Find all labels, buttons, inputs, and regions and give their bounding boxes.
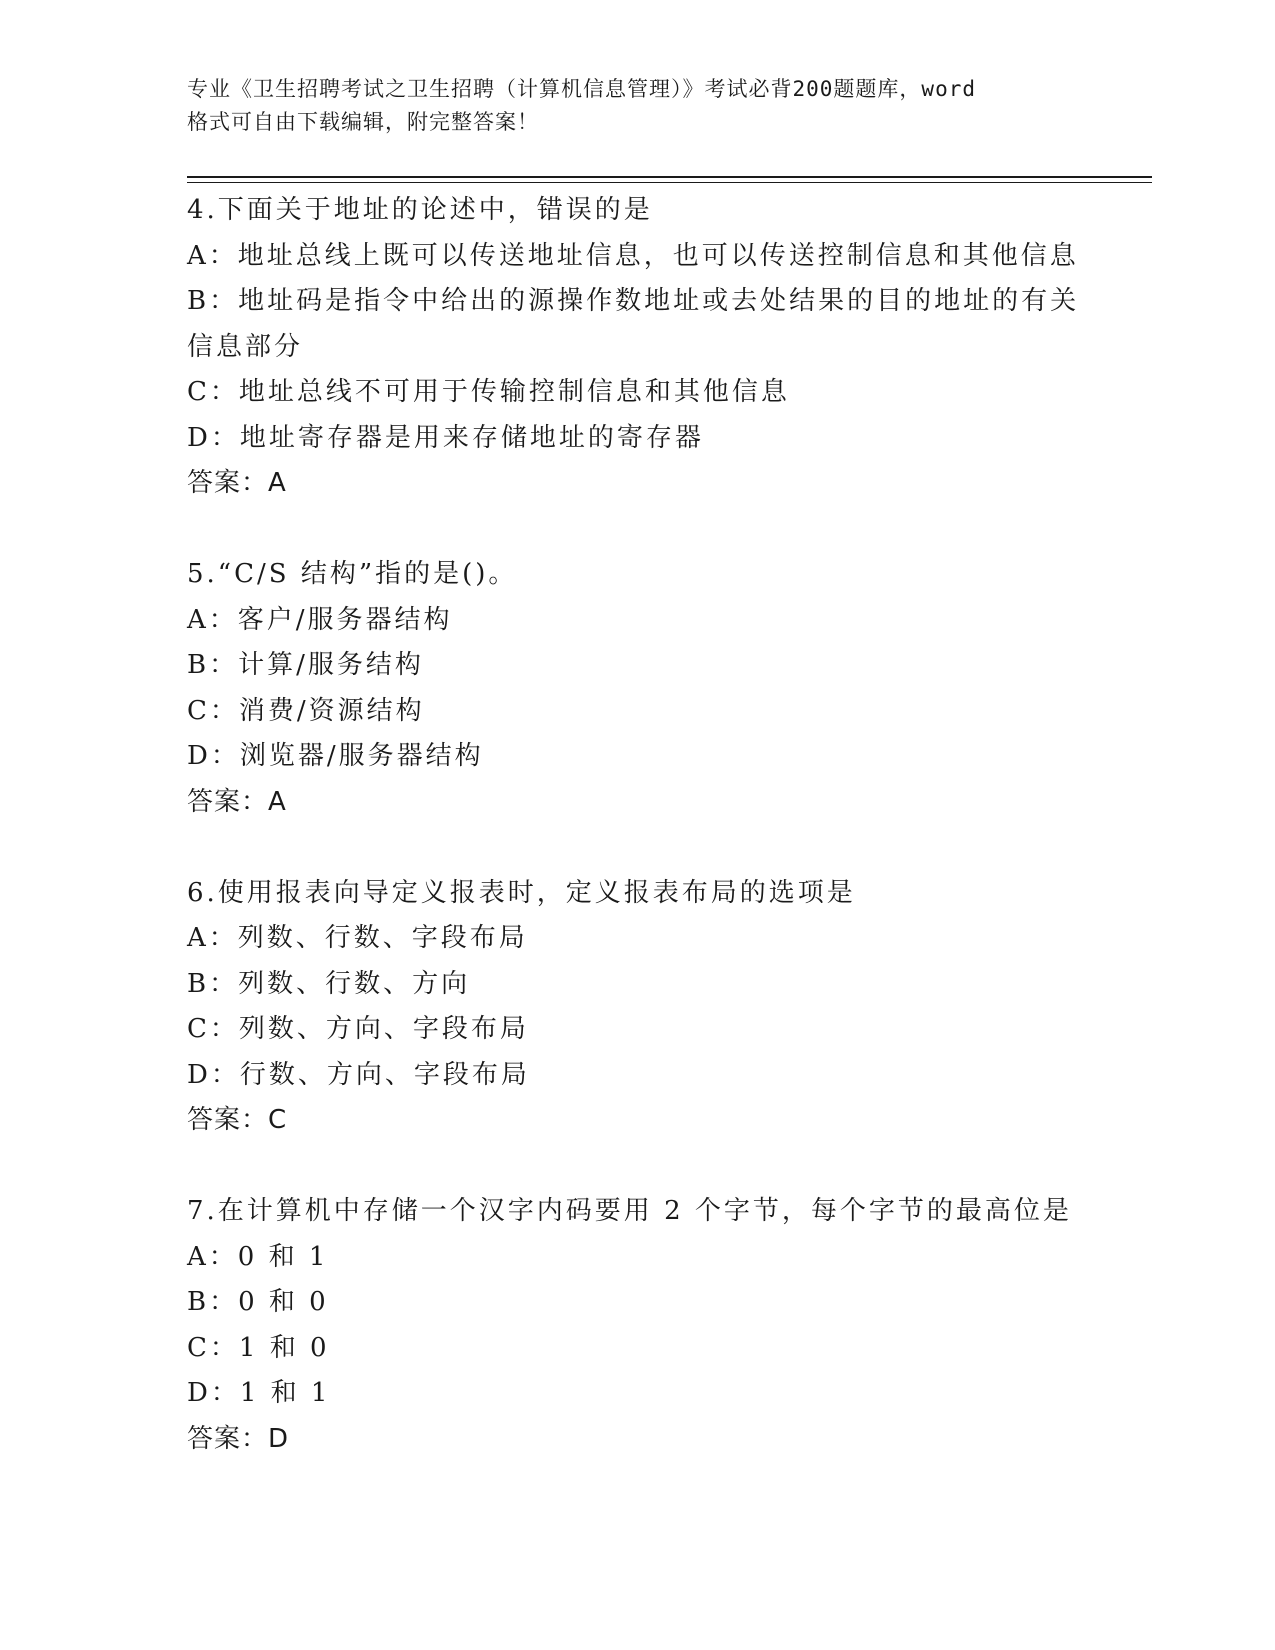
answer: 答案：C [187,1105,288,1135]
question-stem: 7.在计算机中存储一个汉字内码要用 2 个字节，每个字节的最高位是 [187,1196,1072,1226]
option-d: D：地址寄存器是用来存储地址的寄存器 [187,422,704,453]
question-list [187,188,1107,1462]
question-stem: 4.下面关于地址的论述中，错误的是 [187,195,653,225]
question-6 [187,871,1107,1144]
option-b-continued: 信息部分 [187,331,304,362]
option-b: B：计算/服务结构 [187,650,424,680]
option-d: D：浏览器/服务器结构 [187,741,484,771]
option-b: B：列数、行数、方向 [187,968,471,999]
option-c: C：地址总线不可用于传输控制信息和其他信息 [187,377,790,407]
question-7 [187,1189,1107,1462]
question-4 [187,188,1107,507]
question-5 [187,552,1107,825]
header-divider-thin [187,182,1152,183]
question-gap [187,825,1107,871]
answer: 答案：D [187,1423,290,1454]
question-stem: 5.“C/S 结构”指的是()。 [187,559,518,589]
option-a: A：客户/服务器结构 [187,604,453,635]
question-gap [187,507,1107,553]
option-b: B：0 和 0 [187,1287,329,1317]
header-line-2: 格式可自由下载编辑，附完整答案！ [187,110,539,134]
answer: 答案：A [187,786,287,817]
option-d: D：1 和 1 [187,1378,331,1408]
option-c: C：消费/资源结构 [187,695,425,726]
option-c: C：列数、方向、字段布局 [187,1014,529,1044]
option-d: D：行数、方向、字段布局 [187,1059,530,1090]
option-a: A：0 和 1 [187,1241,329,1272]
option-b: B：地址码是指令中给出的源操作数地址或去处结果的目的地址的有关 [187,286,1080,316]
option-a: A：地址总线上既可以传送地址信息，也可以传送控制信息和其他信息 [187,240,1079,271]
option-c: C：1 和 0 [187,1332,330,1363]
answer: 答案：A [187,468,287,498]
question-stem: 6.使用报表向导定义报表时，定义报表布局的选项是 [187,877,856,908]
header-divider-thick [187,176,1152,178]
option-a: A：列数、行数、字段布局 [187,923,528,953]
header-line-1: 专业《卫生招聘考试之卫生招聘（计算机信息管理）》考试必背200题题库，word [187,77,976,101]
question-gap [187,1144,1107,1190]
document-header [187,73,1087,139]
